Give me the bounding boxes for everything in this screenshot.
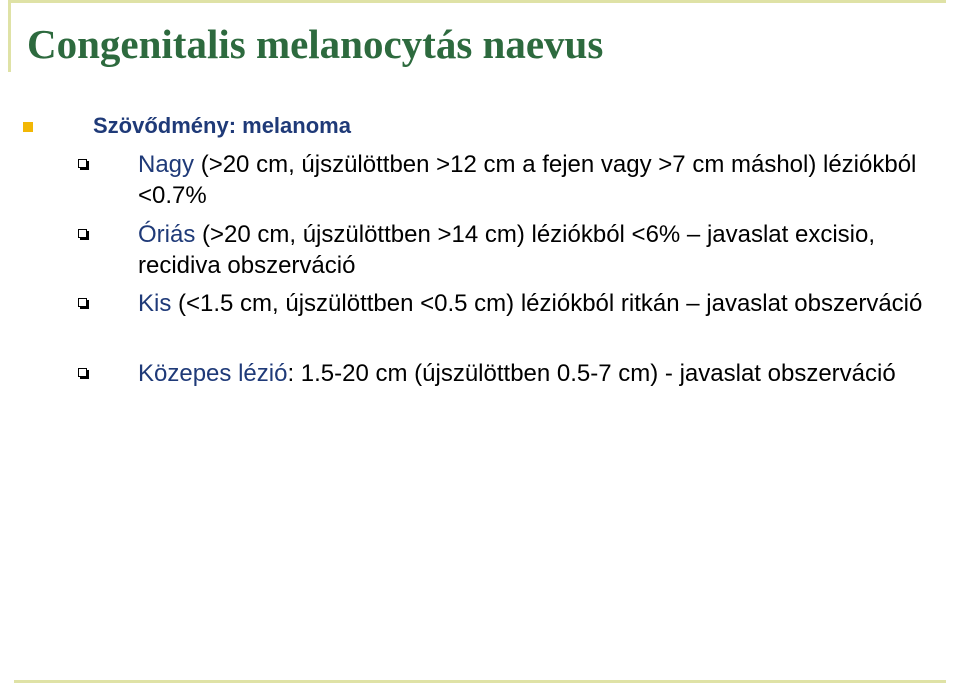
list-item [78, 149, 938, 211]
checkbox-bullet-icon [78, 229, 87, 238]
top-border [8, 0, 946, 3]
slide-title: Congenitalis melanocytás naevus [27, 21, 604, 67]
square-bullet-icon [23, 122, 33, 132]
list-item-body: (<1.5 cm, újszülöttben <0.5 cm) léziókból ritkán – javaslat obszerváció [171, 290, 923, 317]
list-item [78, 219, 938, 281]
list-item-highlight: Nagy [138, 151, 195, 178]
list-item-highlight: Közepes lézió [138, 360, 288, 387]
list-item [78, 358, 938, 389]
list-item-text [138, 288, 938, 319]
list-item-highlight: Óriás [138, 221, 196, 248]
list-item-text [138, 149, 938, 211]
checkbox-bullet-icon [78, 368, 87, 377]
list-item-text [138, 219, 938, 281]
list-item-body: : 1.5-20 cm (újszülöttben 0.5-7 cm) - javaslat obszerváció [287, 360, 896, 387]
list-item [78, 288, 938, 319]
left-border [8, 0, 11, 72]
list-item-body: (>20 cm, újszülöttben >14 cm) léziókból <6% – javaslat excisio, recidiva obszerváció [138, 221, 876, 279]
checkbox-bullet-icon [78, 159, 87, 168]
checkbox-bullet-icon [78, 298, 87, 307]
list-item-body: (>20 cm, újszülöttben >12 cm a fejen vagy >7 cm máshol) léziókból <0.7% [138, 151, 917, 209]
bottom-border [14, 680, 946, 683]
list-item-text [138, 358, 938, 389]
list-item-highlight: Kis [138, 290, 172, 317]
heading-text: Szövődmény: melanoma [93, 113, 351, 138]
